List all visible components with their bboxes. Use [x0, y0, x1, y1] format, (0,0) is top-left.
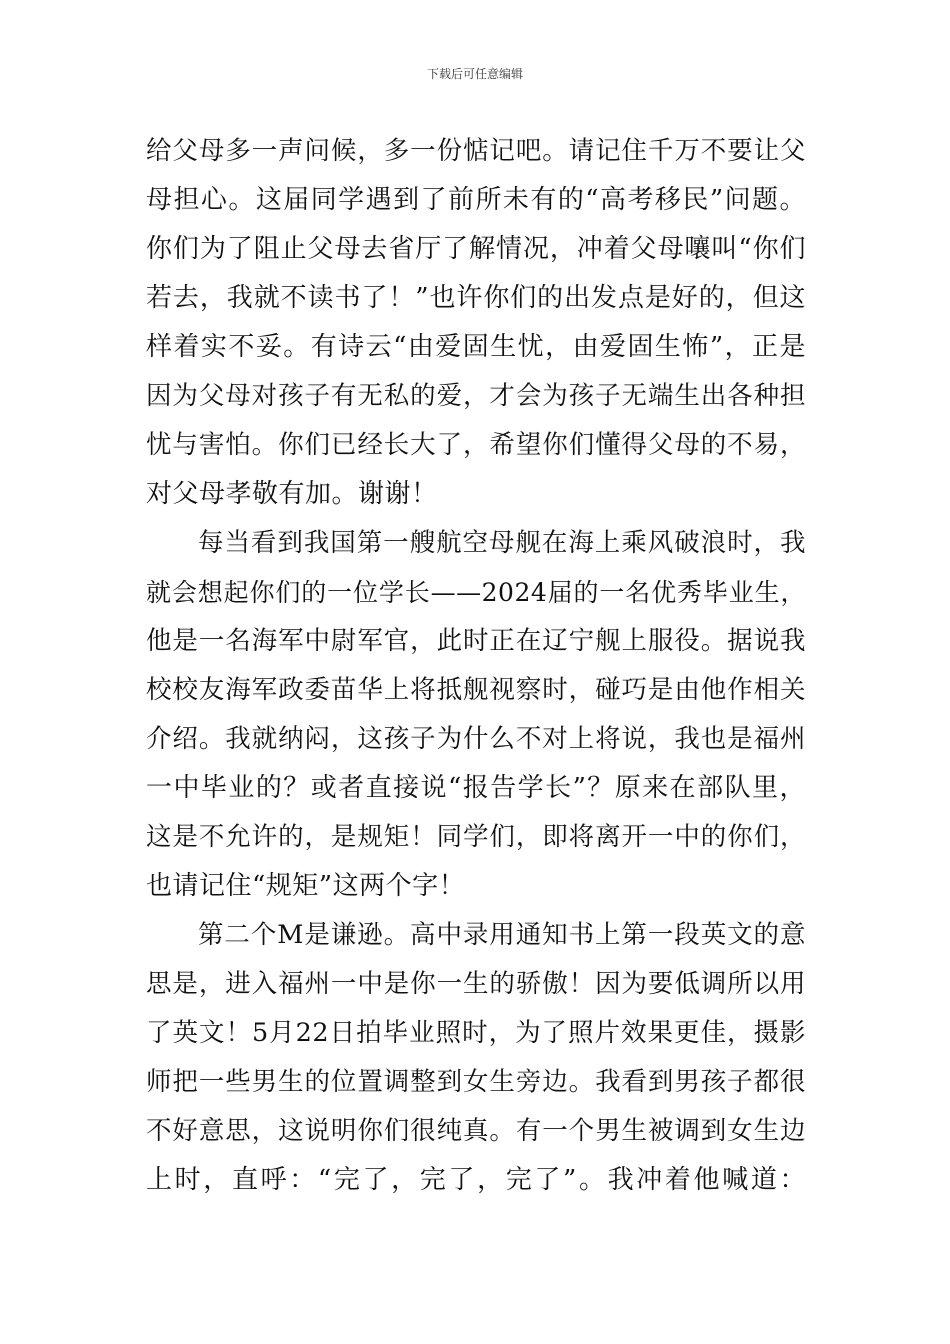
text-line: 第二个M是谦逊。高中录用通知书上第一段英文的意: [198, 920, 806, 950]
text-line: 若去，我就不读书了！”也许你们的出发点是好的，但这: [146, 283, 806, 313]
page-header: 下载后可任意编辑: [426, 67, 523, 81]
text-line: 校校友海军政委苗华上将抵舰视察时，碰巧是由他作相关: [146, 675, 806, 705]
paragraph-2: [146, 519, 806, 911]
text-line: 给父母多一声问候，多一份惦记吧。请记住千万不要让父: [146, 136, 806, 166]
text-line: 忧与害怕。你们已经长大了，希望你们懂得父母的不易，: [146, 430, 806, 460]
text-line: 你们为了阻止父母去省厅了解情况，冲着父母嚷叫“你们: [146, 234, 806, 264]
paragraph-1: [146, 127, 806, 519]
document-body: [146, 127, 806, 1205]
text-line: 因为父母对孩子有无私的爱，才会为孩子无端生出各种担: [146, 381, 806, 411]
text-line: 师把一些男生的位置调整到女生旁边。我看到男孩子都很: [146, 1067, 806, 1097]
text-line: 了英文！5月22日拍毕业照时，为了照片效果更佳，摄影: [146, 1018, 806, 1048]
text-line: 不好意思，这说明你们很纯真。有一个男生被调到女生边: [146, 1116, 806, 1146]
text-line: 对父母孝敬有加。谢谢！: [146, 479, 438, 509]
text-line: 母担心。这届同学遇到了前所未有的“高考移民”问题。: [146, 185, 806, 215]
text-line: 样着实不妥。有诗云“由爱固生忧，由爱固生怖”，正是: [146, 332, 806, 362]
text-line: 这是不允许的，是规矩！同学们，即将离开一中的你们，: [146, 822, 806, 852]
text-line: 一中毕业的？或者直接说“报告学长”？原来在部队里，: [146, 773, 806, 803]
text-line: 上时，直呼：“完了，完了，完了”。我冲着他喊道：: [146, 1165, 806, 1195]
text-line: 也请记住“规矩”这两个字！: [146, 871, 466, 901]
text-line: 介绍。我就纳闷，这孩子为什么不对上将说，我也是福州: [146, 724, 806, 754]
text-line: 思是，进入福州一中是你一生的骄傲！因为要低调所以用: [146, 969, 806, 999]
paragraph-3: [146, 911, 806, 1205]
text-line: 他是一名海军中尉军官，此时正在辽宁舰上服役。据说我: [146, 626, 806, 656]
text-line: 每当看到我国第一艘航空母舰在海上乘风破浪时，我: [198, 528, 806, 558]
text-line: 就会想起你们的一位学长——2024届的一名优秀毕业生，: [146, 578, 806, 607]
